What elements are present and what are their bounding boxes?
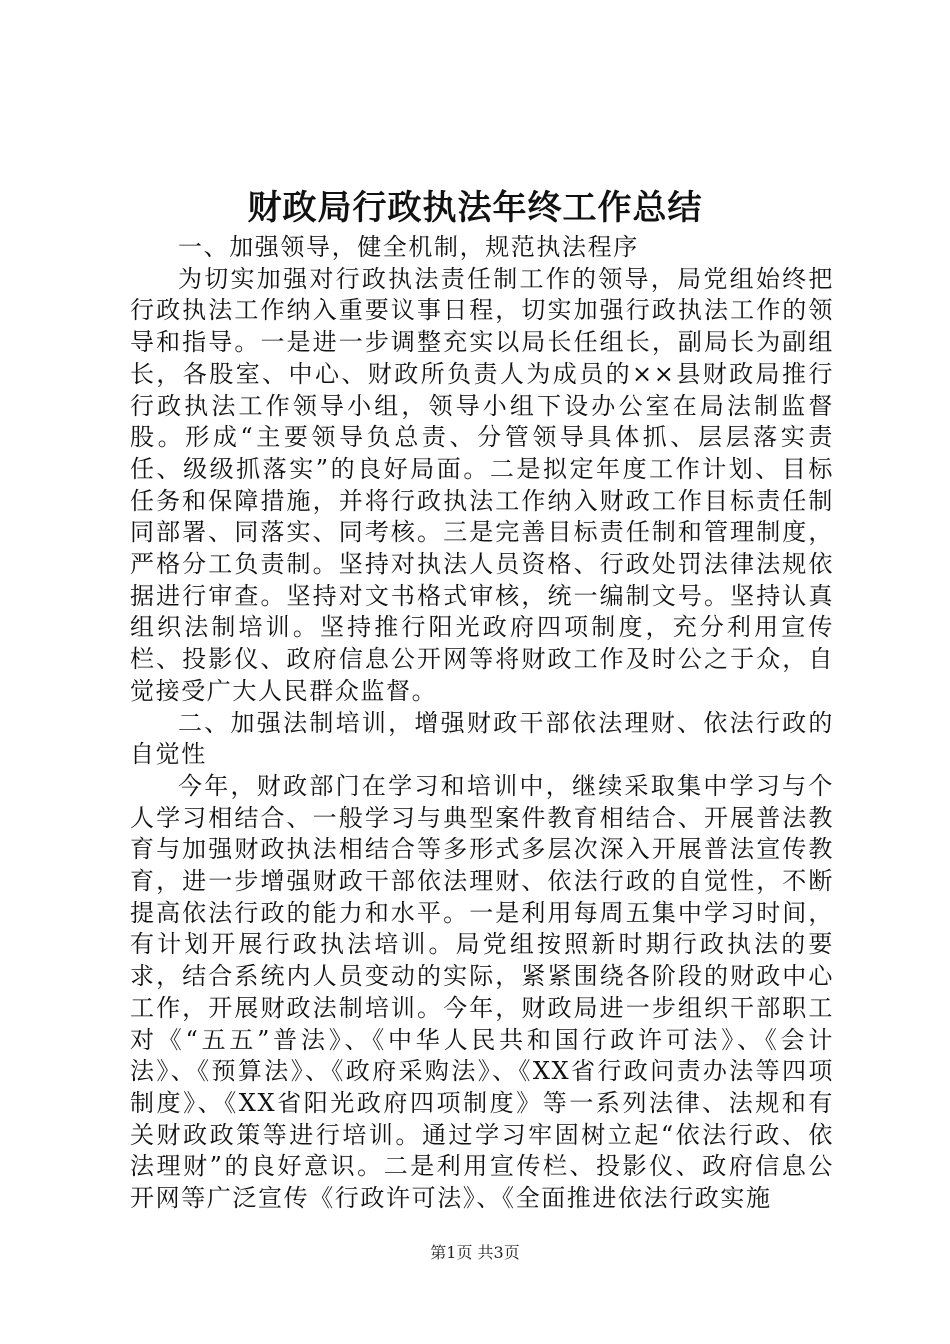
paragraph-1: 为切实加强对行政执法责任制工作的领导，局党组始终把行政执法工作纳入重要议事日程，切实加强行政执法工作的领导和指导。一是进一步调整充实以局长任组长，副局长为副组长，各股室、中心、财政所负责人为成员的××县财政局推行行政执法工作领导小组，领导小组下设办公室在局法制监督股。形成“主要领导负总责、分管领导具体抓、层层落实责任、级级抓落实”的良好局面。二是拟定年度工作计划、目标任务和保障措施，并将行政执法工作纳入财政工作目标责任制同部署、同落实、同考核。三是完善目标责任制和管理制度，严格分工负责制。坚持对执法人员资格、行政处罚法律法规依据进行审查。坚持对文书格式审核，统一编制文号。坚持认真组织法制培训。坚持推行阳光政府四项制度，充分利用宣传栏、投影仪、政府信息公开网等将财政工作及时公之于众，自觉接受广大人民群众监督。: [130, 264, 834, 705]
document-title: 财政局行政执法年终工作总结: [247, 188, 703, 228]
page-footer: 第1页 共3页: [430, 1243, 520, 1262]
document-body: [130, 232, 834, 1215]
section-heading-1: 一、加强领导，健全机制，规范执法程序: [178, 233, 639, 261]
paragraph-2: 今年，财政部门在学习和培训中，继续采取集中学习与个人学习相结合、一般学习与典型案件教育相结合、开展普法教育与加强财政执法相结合等多形式多层次深入开展普法宣传教育，进一步增强财政干部依法理财、依法行政的自觉性，不断提高依法行政的能力和水平。一是利用每周五集中学习时间，有计划开展行政执法培训。局党组按照新时期行政执法的要求，结合系统内人员变动的实际，紧紧围绕各阶段的财政中心工作，开展财政法制培训。今年，财政局进一步组织干部职工对《“五五”普法》、《中华人民共和国行政许可法》、《会计法》、《预算法》、《政府采购法》、《XX省行政问责办法等四项制度》、《XX省阳光政府四项制度》等一系列法律、法规和有关财政政策等进行培训。通过学习牢固树立起“依法行政、依法理财”的良好意识。二是利用宣传栏、投影仪、政府信息公开网等广泛宣传《行政许可法》、《全面推进依法行政实施: [130, 771, 834, 1213]
section-heading-2: 二、加强法制培训，增强财政干部依法理财、依法行政的自觉性: [130, 708, 834, 769]
